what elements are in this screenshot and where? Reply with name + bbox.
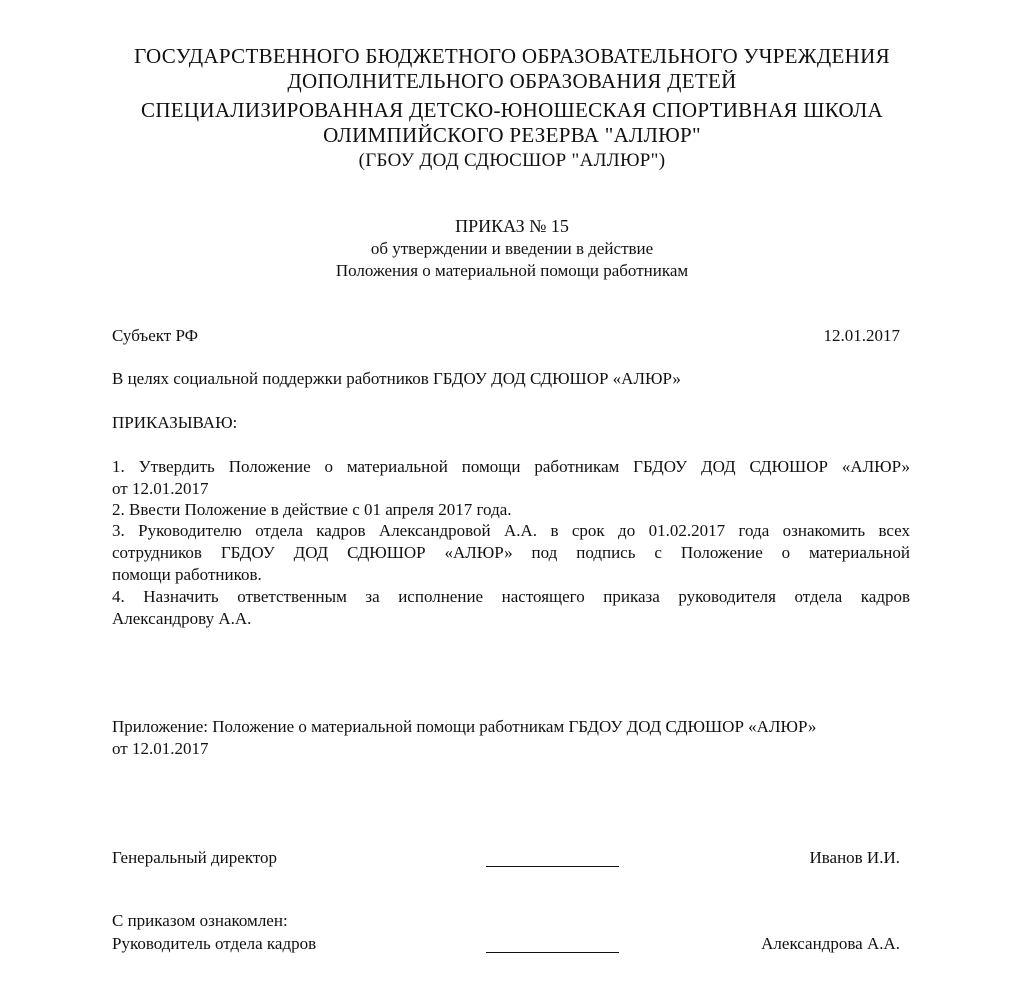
hr-name: Александрова А.А.	[761, 934, 900, 953]
command-heading: ПРИКАЗЫВАЮ:	[112, 413, 238, 432]
order-date: 12.01.2017	[823, 326, 900, 345]
item-1-line-1: 1. Утвердить Положение о материальной помощи работникам ГБДОУ ДОД СДЮШОР «АЛЮР»	[112, 457, 910, 476]
hr-title: Руководитель отдела кадров	[112, 934, 317, 953]
appendix-line-1: Приложение: Положение о материальной помощи работникам ГБДОУ ДОД СДЮШОР «АЛЮР»	[112, 717, 817, 736]
item-3-line-3: помощи работников.	[112, 565, 262, 584]
director-signature-line	[486, 866, 619, 867]
header-line-1: ГОСУДАРСТВЕННОГО БЮДЖЕТНОГО ОБРАЗОВАТЕЛЬНОГО УЧРЕЖДЕНИЯ	[134, 44, 890, 68]
order-subtitle-1: об утверждении и введении в действие	[370, 239, 654, 258]
header-line-2: ДОПОЛНИТЕЛЬНОГО ОБРАЗОВАНИЯ ДЕТЕЙ	[287, 69, 737, 93]
header-line-5: (ГБОУ ДОД СДЮСШОР "АЛЛЮР")	[358, 150, 666, 171]
purpose-text: В целях социальной поддержки работников ГБДОУ ДОД СДЮШОР «АЛЮР»	[112, 369, 681, 388]
appendix-line-2: от 12.01.2017	[112, 739, 209, 758]
director-name: Иванов И.И.	[809, 848, 900, 867]
hr-signature-line	[486, 952, 619, 953]
item-4-line-1: 4. Назначить ответственным за исполнение настоящего приказа руководителя отдела кадров	[112, 587, 910, 606]
item-3-line-1: 3. Руководителю отдела кадров Александровой А.А. в срок до 01.02.2017 года ознакомить всех	[112, 521, 910, 540]
header-line-3: СПЕЦИАЛИЗИРОВАННАЯ ДЕТСКО-ЮНОШЕСКАЯ СПОРТИВНАЯ ШКОЛА	[141, 98, 883, 122]
header-line-4: ОЛИМПИЙСКОГО РЕЗЕРВА "АЛЛЮР"	[323, 123, 701, 147]
order-subtitle-2: Положения о материальной помощи работникам	[335, 261, 689, 280]
item-1-line-2: от 12.01.2017	[112, 479, 209, 498]
item-2: 2. Ввести Положение в действие с 01 апреля 2017 года.	[112, 500, 512, 519]
order-title: ПРИКАЗ № 15	[455, 216, 569, 236]
item-4-line-2: Александрову А.А.	[112, 609, 252, 628]
place-label: Субъект РФ	[112, 326, 199, 345]
director-title: Генеральный директор	[112, 848, 278, 867]
item-3-line-2: сотрудников ГБДОУ ДОД СДЮШОР «АЛЮР» под подпись с Положение о материальной	[112, 543, 910, 562]
acquainted-label: С приказом ознакомлен:	[112, 911, 288, 930]
